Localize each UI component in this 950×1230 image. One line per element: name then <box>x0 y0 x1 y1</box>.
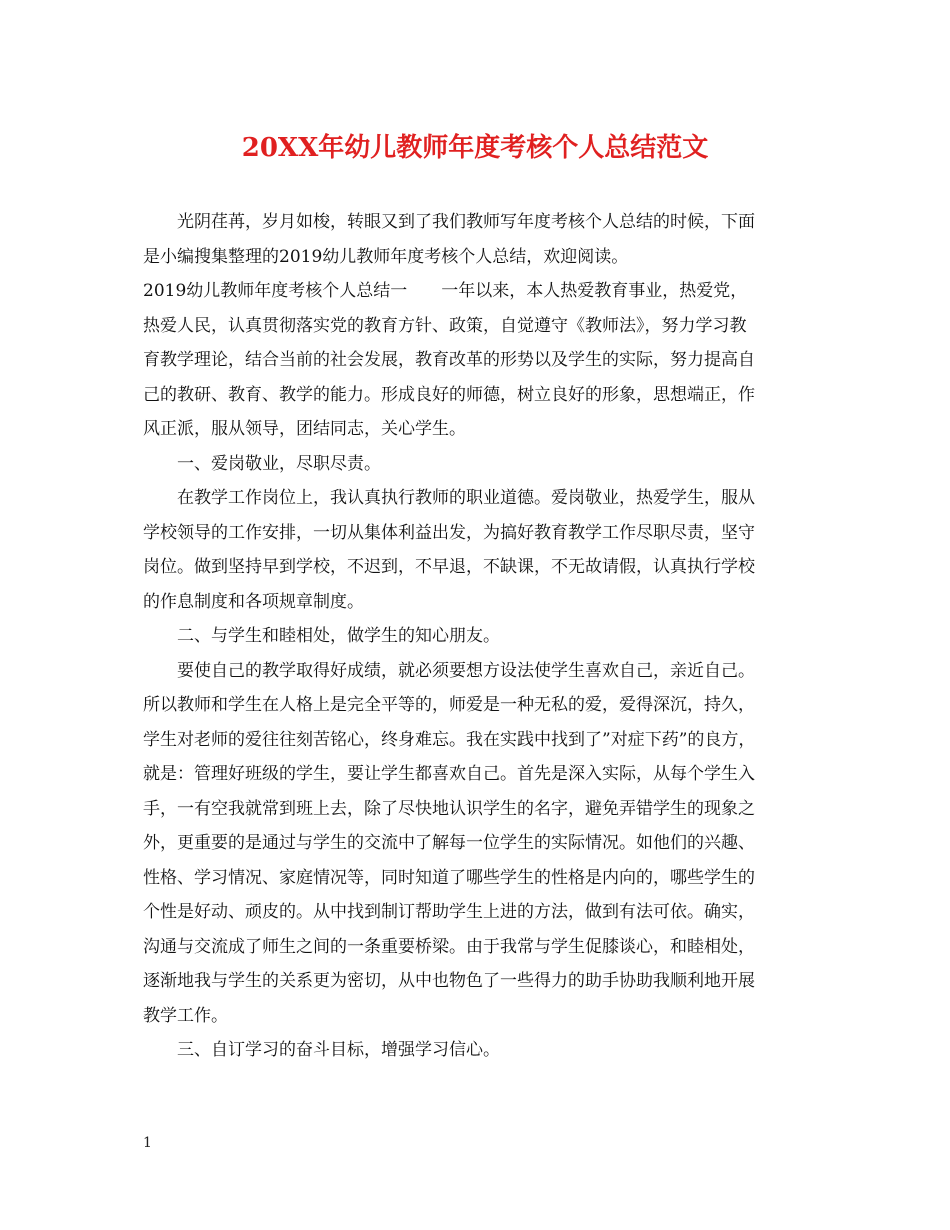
body-line: 的作息制度和各项规章制度。 <box>143 591 364 612</box>
document-body <box>143 205 815 1068</box>
body-line: 在教学工作岗位上，我认真执行教师的职业道德。爱岗敬业，热爱学生，服从 <box>177 488 755 508</box>
body-line: 学校领导的工作安排，一切从集体利益出发，为搞好教育教学工作尽职尽责，坚守 <box>143 522 755 543</box>
body-line: 2019幼儿教师年度考核个人总结一 一年以来，本人热爱教育事业，热爱党， <box>143 281 748 301</box>
body-line: 个性是好动、顽皮的。从中找到制订帮助学生上进的方法，做到有法可依。确实， <box>143 902 755 922</box>
body-line: 沟通与交流成了师生之间的一条重要桥梁。由于我常与学生促膝谈心，和睦相处， <box>143 936 755 957</box>
section-heading: 一、爱岗敬业，尽职尽责。 <box>177 453 381 474</box>
document-title: 20XX年幼儿教师年度考核个人总结范文 <box>241 133 709 163</box>
section-heading: 二、与学生和睦相处，做学生的知心朋友。 <box>177 626 500 646</box>
body-line: 就是：管理好班级的学生，要让学生都喜欢自己。首先是深入实际，从每个学生入 <box>143 764 755 784</box>
body-line: 育教学理论，结合当前的社会发展，教育改革的形势以及学生的实际，努力提高自 <box>143 350 755 370</box>
page-number: 1 <box>143 1135 152 1151</box>
body-line: 外，更重要的是通过与学生的交流中了解每一位学生的实际情况。如他们的兴趣、 <box>143 833 755 853</box>
body-line: 要使自己的教学取得好成绩，就必须要想方设法使学生喜欢自己，亲近自己。 <box>177 660 755 681</box>
body-line: 教学工作。 <box>143 1005 228 1026</box>
body-line: 手，一有空我就常到班上去，除了尽快地认识学生的名字，避免弄错学生的现象之 <box>143 798 755 819</box>
body-line: 光阴荏苒，岁月如梭，转眼又到了我们教师写年度考核个人总结的时候，下面 <box>177 212 755 232</box>
section-heading: 三、自订学习的奋斗目标，增强学习信心。 <box>177 1040 500 1060</box>
body-line: 是小编搜集整理的2019幼儿教师年度考核个人总结，欢迎阅读。 <box>143 246 629 267</box>
body-line: 岗位。做到坚持早到学校，不迟到，不早退，不缺课，不无故请假，认真执行学校 <box>143 557 755 577</box>
body-line: 逐渐地我与学生的关系更为密切，从中也物色了一些得力的助手协助我顺利地开展 <box>143 971 755 991</box>
body-line: 学生对老师的爱往往刻苦铭心，终身难忘。我在实践中找到了”对症下药”的良方， <box>143 729 756 750</box>
body-line: 所以教师和学生在人格上是完全平等的，师爱是一种无私的爱，爱得深沉，持久， <box>143 695 755 715</box>
body-line: 热爱人民，认真贯彻落实党的教育方针、政策，自觉遵守《教师法》，努力学习教 <box>143 315 747 336</box>
body-line: 己的教研、教育、教学的能力。形成良好的师德，树立良好的形象，思想端正，作 <box>143 384 755 405</box>
body-line: 性格、学习情况、家庭情况等，同时知道了哪些学生的性格是内向的，哪些学生的 <box>143 867 755 888</box>
body-line: 风正派，服从领导，团结同志，关心学生。 <box>143 419 466 439</box>
